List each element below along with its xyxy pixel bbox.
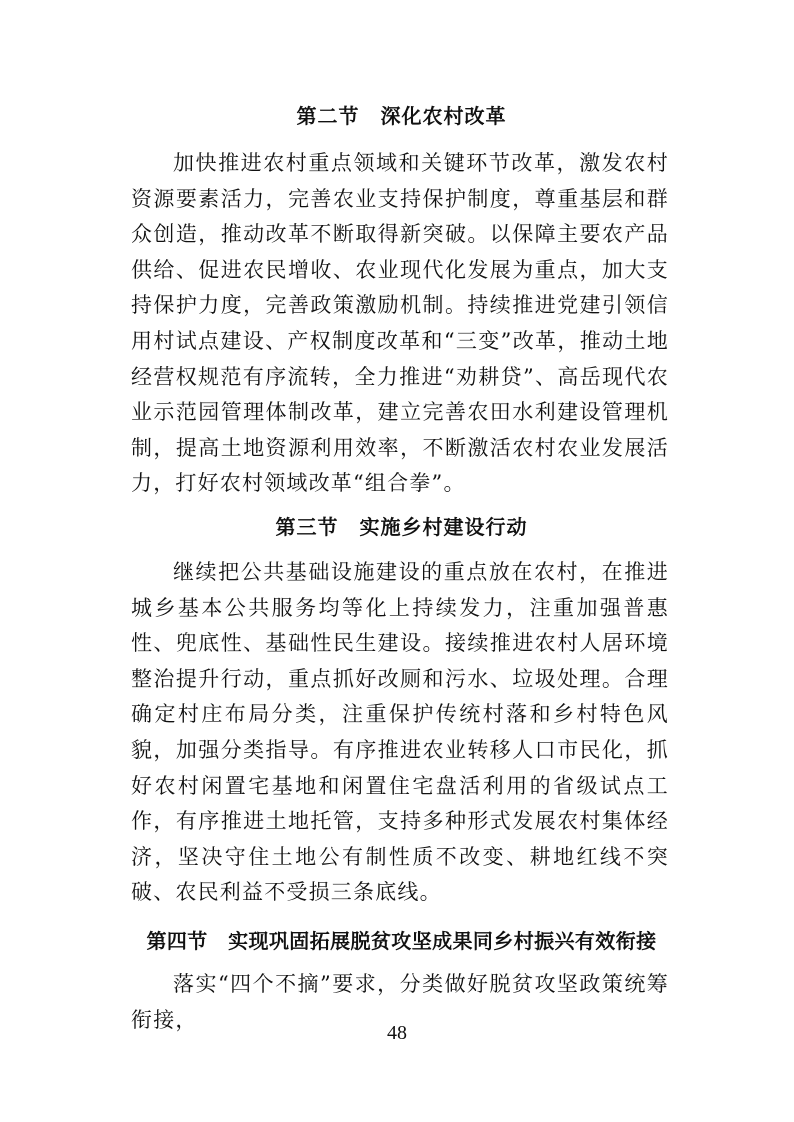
section-4-paragraph: 落实“四个不摘”要求，分类做好脱贫攻坚政策统筹衔接， bbox=[131, 972, 669, 1032]
section-heading-2: 第二节 深化农村改革 bbox=[296, 104, 507, 128]
section-2-paragraph: 加快推进农村重点领域和关键环节改革，激发农村资源要素活力，完善农业支持保护制度，尊重基层和群众创造，推动改革不断取得新突破。以保障主要农产品供给、促进农民增收、农业现代化发展为重点，加大支持保护力度，完善政策激励机制。持续推进党建引领信用村试点建设、产权制度改革和“三变”改革，推动土地经营权规范有序流转，全力推进“劝耕贷”、高岳现代农业示范园管理体制改革，建立完善农田水利建设管理机制，提高土地资源利用效率，不断激活农村农业发展活力，打好农村领域改革“组合拳”。 bbox=[131, 151, 669, 496]
section-heading-3: 第三节 实施乡村建设行动 bbox=[275, 515, 528, 539]
page-number: 48 bbox=[387, 1022, 407, 1044]
section-3-paragraph: 继续把公共基础设施建设的重点放在农村，在推进城乡基本公共服务均等化上持续发力，注重加强普惠性、兜底性、基础性民生建设。接续推进农村人居环境整治提升行动，重点抓好改厕和污水、垃圾处理。合理确定村庄布局分类，注重保护传统村落和乡村特色风貌，加强分类指导。有序推进农业转移人口市民化，抓好农村闲置宅基地和闲置住宅盘活利用的省级试点工作，有序推进土地托管，支持多种形式发展农村集体经济，坚决守住土地公有制性质不改变、耕地红线不突破、农民利益不受损三条底线。 bbox=[131, 560, 669, 905]
section-heading-4: 第四节 实现巩固拓展脱贫攻坚成果同乡村振兴有效衔接 bbox=[146, 929, 657, 953]
